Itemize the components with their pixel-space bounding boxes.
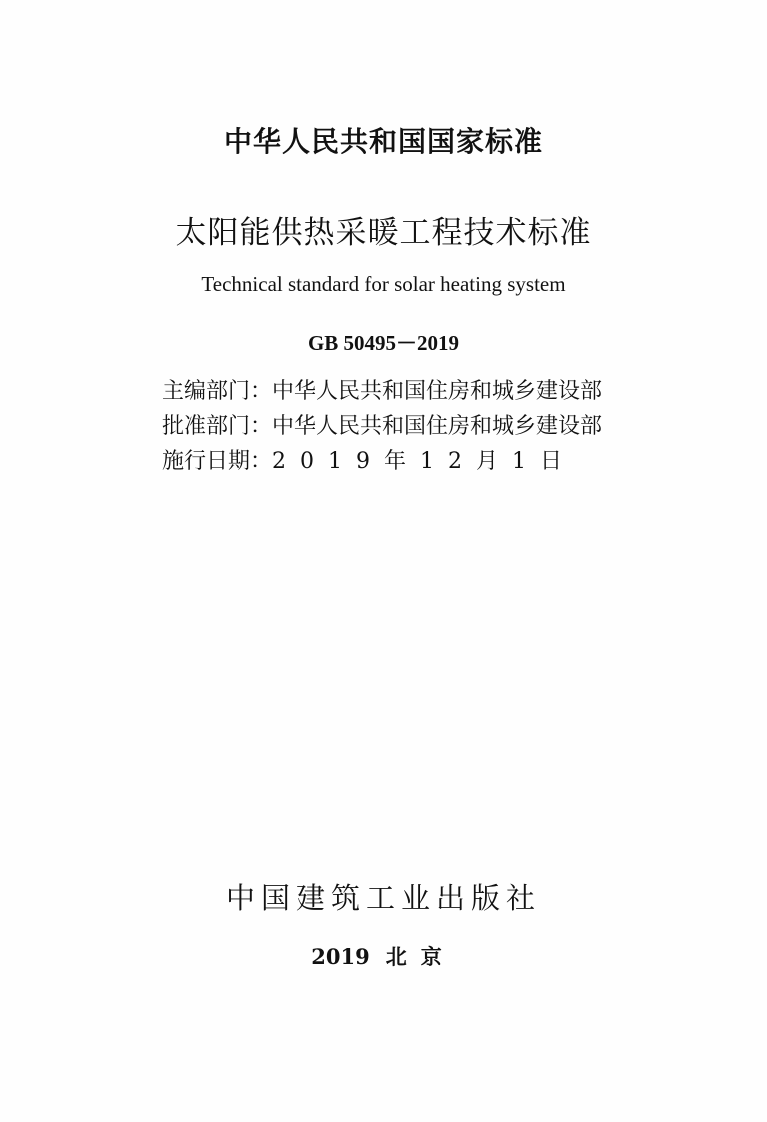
- effective-date-label: 施行日期：: [162, 449, 273, 474]
- publisher-name: 中国建筑工业出版社: [225, 881, 541, 915]
- publication-place: [0, 941, 767, 971]
- approval-value: 中华人民共和国住房和城乡建设部: [272, 414, 603, 439]
- standard-title-english: Technical standard for solar heating system: [201, 272, 566, 296]
- publication-city: 北京: [385, 944, 456, 969]
- approval-label: 批准部门：: [162, 414, 273, 439]
- effective-date-value: 2019年12月1日: [272, 449, 576, 474]
- approval-line: [162, 409, 622, 440]
- chief-editor-label: 主编部门：: [162, 379, 273, 404]
- chief-editor-value: 中华人民共和国住房和城乡建设部: [272, 379, 603, 404]
- chief-editor-line: [162, 374, 622, 405]
- publication-year: 2019: [311, 944, 370, 969]
- standard-title-chinese: 太阳能供热采暖工程技术标准: [175, 215, 592, 251]
- national-standard-heading: 中华人民共和国国家标准: [223, 125, 543, 158]
- standard-code: GB 50495－2019: [307, 331, 460, 355]
- effective-date-line: [162, 444, 622, 475]
